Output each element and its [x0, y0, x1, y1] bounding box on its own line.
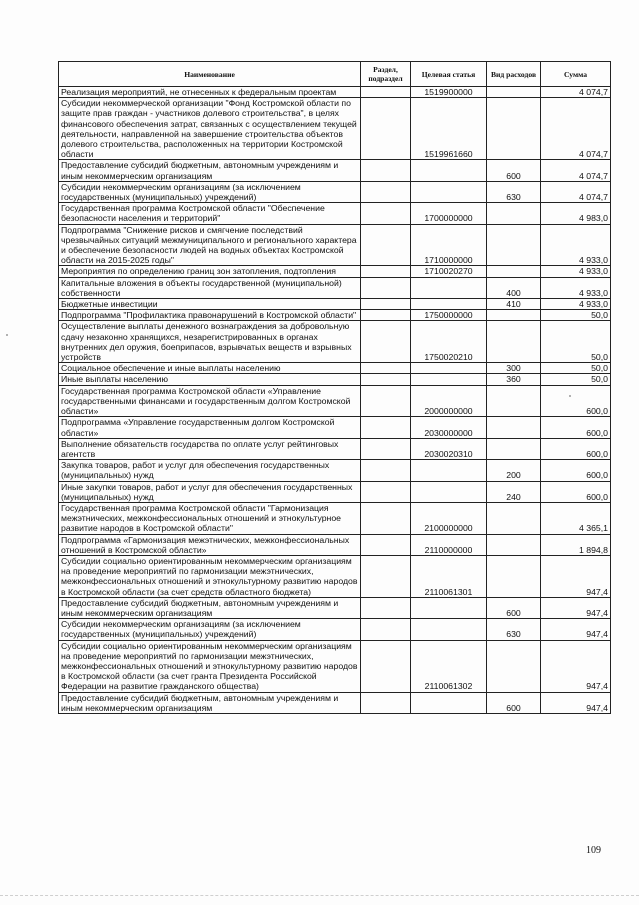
row-section — [361, 597, 411, 618]
header-name: Наименование — [59, 62, 361, 87]
row-sum: 4 074,7 — [541, 181, 611, 202]
row-section — [361, 460, 411, 481]
row-sum: 1 894,8 — [541, 534, 611, 555]
row-name: Бюджетные инвестиции — [59, 299, 361, 310]
table-row — [59, 310, 611, 321]
row-target-code: 1519961660 — [411, 98, 487, 160]
row-target-code — [411, 619, 487, 640]
row-name: Иные закупки товаров, работ и услуг для обеспечения государственных (муниципальных) нужд — [59, 481, 361, 502]
row-expense-kind: 360 — [487, 374, 541, 385]
row-expense-kind: 630 — [487, 181, 541, 202]
row-name: Подпрограмма "Профилактика правонарушений в Костромской области" — [59, 310, 361, 321]
table-row — [59, 692, 611, 713]
row-expense-kind: 600 — [487, 597, 541, 618]
row-name: Мероприятия по определению границ зон затопления, подтопления — [59, 266, 361, 277]
row-sum: 947,4 — [541, 555, 611, 597]
row-expense-kind — [487, 640, 541, 692]
row-target-code — [411, 374, 487, 385]
row-section — [361, 203, 411, 224]
row-section — [361, 299, 411, 310]
table-row — [59, 203, 611, 224]
row-expense-kind — [487, 502, 541, 534]
row-name: Субсидии некоммерческим организациям (за исключением государственных (муниципальных) учреждений) — [59, 181, 361, 202]
header-section: Раздел, подраздел — [361, 62, 411, 87]
row-target-code — [411, 363, 487, 374]
row-name: Предоставление субсидий бюджетным, автономным учреждениям и иным некоммерческим организациям — [59, 597, 361, 618]
row-target-code: 1710020270 — [411, 266, 487, 277]
row-section — [361, 692, 411, 713]
page-number: 109 — [586, 845, 601, 856]
row-expense-kind: 410 — [487, 299, 541, 310]
table-row — [59, 417, 611, 438]
table-row — [59, 321, 611, 363]
row-expense-kind — [487, 438, 541, 459]
row-sum: 600,0 — [541, 481, 611, 502]
row-section — [361, 160, 411, 181]
row-target-code — [411, 160, 487, 181]
row-expense-kind: 300 — [487, 363, 541, 374]
row-sum: 4 933,0 — [541, 224, 611, 266]
row-expense-kind: 600 — [487, 160, 541, 181]
row-target-code: 1750020210 — [411, 321, 487, 363]
row-name: Капитальные вложения в объекты государственной (муниципальной) собственности — [59, 277, 361, 298]
table-row — [59, 619, 611, 640]
table-row — [59, 363, 611, 374]
row-section — [361, 534, 411, 555]
row-name: Субсидии некоммерческим организациям (за исключением государственных (муниципальных) учреждений) — [59, 619, 361, 640]
row-name: Подпрограмма «Управление государственным долгом Костромской области» — [59, 417, 361, 438]
row-expense-kind — [487, 555, 541, 597]
row-name: Социальное обеспечение и иные выплаты населению — [59, 363, 361, 374]
row-expense-kind: 630 — [487, 619, 541, 640]
row-section — [361, 310, 411, 321]
row-name: Выполнение обязательств государства по оплате услуг рейтинговых агентств — [59, 438, 361, 459]
row-sum: 600,0 — [541, 460, 611, 481]
row-sum: 947,4 — [541, 597, 611, 618]
row-section — [361, 438, 411, 459]
table-row — [59, 87, 611, 98]
row-name: Предоставление субсидий бюджетным, автономным учреждениям и иным некоммерческим организациям — [59, 692, 361, 713]
table-row — [59, 385, 611, 417]
row-name: Государственная программа Костромской области «Управление государственными финансами и государственным долгом Костромской области» — [59, 385, 361, 417]
row-target-code: 2030000000 — [411, 417, 487, 438]
row-expense-kind — [487, 203, 541, 224]
row-expense-kind — [487, 385, 541, 417]
row-expense-kind: 600 — [487, 692, 541, 713]
row-target-code — [411, 597, 487, 618]
table-row — [59, 266, 611, 277]
scan-speck — [569, 395, 571, 397]
table-row — [59, 181, 611, 202]
row-section — [361, 321, 411, 363]
row-section — [361, 374, 411, 385]
row-name: Государственная программа Костромской области "Гармонизация межэтнических, межконфессиональных отношений и этнокультурное развитие народов в Костромской области" — [59, 502, 361, 534]
table-row — [59, 481, 611, 502]
table-row — [59, 460, 611, 481]
row-name: Субсидии социально ориентированным некоммерческим организациям на проведение мероприятий по гармонизации межэтнических, межконфессиональных отношений и этнокультурному развитию народов в Костромской области (за счет средств областного бюджета) — [59, 555, 361, 597]
scan-speck — [6, 334, 8, 336]
row-target-code: 2030020310 — [411, 438, 487, 459]
table-body — [59, 87, 611, 714]
row-target-code: 1700000000 — [411, 203, 487, 224]
row-sum: 600,0 — [541, 438, 611, 459]
table-row — [59, 555, 611, 597]
row-sum: 4 365,1 — [541, 502, 611, 534]
row-target-code: 2110061302 — [411, 640, 487, 692]
row-target-code — [411, 299, 487, 310]
row-sum: 4 933,0 — [541, 299, 611, 310]
row-sum: 4 074,7 — [541, 98, 611, 160]
row-expense-kind — [487, 87, 541, 98]
row-sum: 947,4 — [541, 619, 611, 640]
row-name: Государственная программа Костромской области "Обеспечение безопасности населения и территорий" — [59, 203, 361, 224]
row-section — [361, 87, 411, 98]
row-sum: 4 983,0 — [541, 203, 611, 224]
row-section — [361, 98, 411, 160]
row-sum: 50,0 — [541, 374, 611, 385]
row-expense-kind — [487, 224, 541, 266]
row-target-code — [411, 181, 487, 202]
table-row — [59, 640, 611, 692]
row-section — [361, 363, 411, 374]
row-section — [361, 181, 411, 202]
row-name: Реализация мероприятий, не отнесенных к федеральным проектам — [59, 87, 361, 98]
row-section — [361, 266, 411, 277]
row-section — [361, 555, 411, 597]
row-sum: 4 933,0 — [541, 266, 611, 277]
table-row — [59, 374, 611, 385]
row-sum: 4 933,0 — [541, 277, 611, 298]
row-sum: 4 074,7 — [541, 87, 611, 98]
row-name: Субсидии некоммерческой организации "Фонд Костромской области по защите прав граждан - участников долевого строительства", в целях финансового обеспечения затрат, связанных с осуществлением текущей деятельности, направленной на завершение строительства объектов долевого строительства, расположенных на территории Костромской области — [59, 98, 361, 160]
row-expense-kind — [487, 98, 541, 160]
row-target-code — [411, 692, 487, 713]
row-target-code: 2110061301 — [411, 555, 487, 597]
row-expense-kind — [487, 534, 541, 555]
table-row — [59, 502, 611, 534]
row-target-code: 1519900000 — [411, 87, 487, 98]
row-name: Иные выплаты населению — [59, 374, 361, 385]
row-sum: 947,4 — [541, 692, 611, 713]
row-expense-kind — [487, 310, 541, 321]
row-name: Осуществление выплаты денежного вознаграждения за добровольную сдачу незаконно хранящихся, незарегистрированных в органах внутренних дел оружия, боеприпасов, взрывчатых веществ и взрывных устройств — [59, 321, 361, 363]
row-sum: 600,0 — [541, 417, 611, 438]
table-row — [59, 299, 611, 310]
row-name: Субсидии социально ориентированным некоммерческим организациям на проведение мероприятий по гармонизации межэтнических, межконфессиональных отношений и этнокультурному развитию народов в Костромской области (за счет гранта Президента Российской Федерации на развитие гражданского общества) — [59, 640, 361, 692]
row-name: Предоставление субсидий бюджетным, автономным учреждениям и иным некоммерческим организациям — [59, 160, 361, 181]
row-section — [361, 277, 411, 298]
row-name: Подпрограмма "Снижение рисков и смягчение последствий чрезвычайных ситуаций межмуниципального и регионального характера и обеспечение безопасности людей на водных объектах Костромской области на 2015-2025 годы" — [59, 224, 361, 266]
header-expense-kind: Вид расходов — [487, 62, 541, 87]
row-section — [361, 224, 411, 266]
table-header-row — [59, 62, 611, 87]
row-name: Закупка товаров, работ и услуг для обеспечения государственных (муниципальных) нужд — [59, 460, 361, 481]
row-target-code: 2110000000 — [411, 534, 487, 555]
page-bottom-edge — [0, 895, 639, 896]
row-target-code: 1750000000 — [411, 310, 487, 321]
row-name: Подпрограмма «Гармонизация межэтнических, межконфессиональных отношений в Костромской области» — [59, 534, 361, 555]
row-sum: 50,0 — [541, 321, 611, 363]
table-row — [59, 597, 611, 618]
row-sum: 50,0 — [541, 363, 611, 374]
row-section — [361, 619, 411, 640]
row-section — [361, 640, 411, 692]
row-target-code: 1710000000 — [411, 224, 487, 266]
row-target-code: 2000000000 — [411, 385, 487, 417]
table-row — [59, 98, 611, 160]
row-target-code — [411, 277, 487, 298]
row-section — [361, 417, 411, 438]
table-row — [59, 438, 611, 459]
row-expense-kind — [487, 321, 541, 363]
row-target-code: 2100000000 — [411, 502, 487, 534]
row-sum: 947,4 — [541, 640, 611, 692]
row-target-code — [411, 481, 487, 502]
header-target-code: Целевая статья — [411, 62, 487, 87]
table-row — [59, 160, 611, 181]
row-expense-kind — [487, 417, 541, 438]
row-section — [361, 481, 411, 502]
row-sum: 50,0 — [541, 310, 611, 321]
row-section — [361, 502, 411, 534]
header-sum: Сумма — [541, 62, 611, 87]
table-row — [59, 224, 611, 266]
table-row — [59, 534, 611, 555]
row-sum: 600,0 — [541, 385, 611, 417]
row-expense-kind: 240 — [487, 481, 541, 502]
row-expense-kind: 200 — [487, 460, 541, 481]
budget-table — [58, 61, 611, 714]
row-expense-kind — [487, 266, 541, 277]
table-row — [59, 277, 611, 298]
row-expense-kind: 400 — [487, 277, 541, 298]
row-section — [361, 385, 411, 417]
row-sum: 4 074,7 — [541, 160, 611, 181]
row-target-code — [411, 460, 487, 481]
